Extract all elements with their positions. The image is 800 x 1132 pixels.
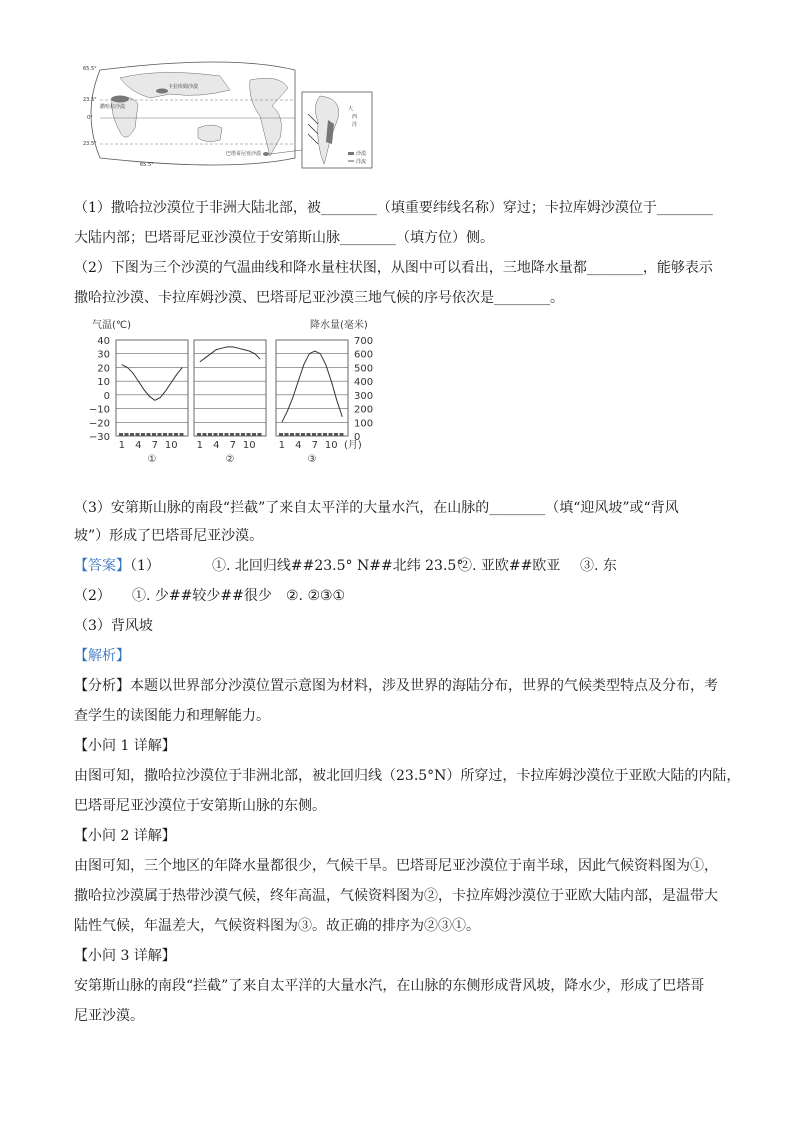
precip-bar bbox=[312, 433, 316, 436]
y-tick-left: −20 bbox=[88, 418, 110, 430]
answer-2-part1: ①. 少##较少##很少 bbox=[132, 588, 272, 604]
answer-1-part2: ②. 亚欧##欧亚 bbox=[458, 558, 561, 574]
y-tick-right: 300 bbox=[354, 390, 374, 402]
legend-desert: 沙漠 bbox=[356, 151, 367, 157]
chart-ylabel-left: 气温(℃) bbox=[92, 320, 132, 331]
precip-bar bbox=[307, 433, 311, 436]
precip-bar bbox=[119, 433, 123, 436]
answer-2-num: （2） bbox=[74, 588, 111, 604]
x-tick: 10 bbox=[164, 440, 178, 451]
x-tick: 4 bbox=[213, 440, 220, 451]
y-tick-right: 500 bbox=[354, 363, 374, 375]
y-tick-left: 10 bbox=[97, 377, 110, 389]
precip-bar bbox=[241, 433, 245, 436]
answer-1-part3: ③. 东 bbox=[580, 558, 617, 574]
y-tick-left: 0 bbox=[103, 390, 110, 402]
lat-label: 23.5° bbox=[83, 97, 97, 103]
analysis-fenxi-1: 【分析】本题以世界部分沙漠位置示意图为材料，涉及世界的海陆分布，世界的气候类型特点及分布，考 bbox=[74, 678, 718, 694]
lat-label: 65.5° bbox=[140, 162, 154, 168]
desert-label-patagonia: 巴塔哥尼亚沙漠 bbox=[226, 151, 262, 157]
x-tick: 4 bbox=[135, 440, 142, 451]
subq1-line1: 由图可知，撒哈拉沙漠位于非洲北部，被北回归线（23.5°N）所穿过，卡拉库姆沙漠位于亚欧大陆的内陆， bbox=[74, 768, 741, 784]
lat-label: 23.5° bbox=[83, 141, 97, 147]
precip-bar bbox=[219, 433, 223, 436]
y-tick-right: 100 bbox=[354, 418, 374, 430]
answer-line1 bbox=[74, 556, 617, 576]
precip-bar bbox=[230, 433, 234, 436]
subq2-line1: 由图可知，三个地区的年降水量都很少，气候干旱。巴塔哥尼亚沙漠位于南半球，因此气候资料图为①， bbox=[74, 858, 718, 874]
climate-chart bbox=[82, 318, 382, 468]
world-desert-map bbox=[80, 58, 380, 173]
inset-label: 西 bbox=[352, 114, 358, 120]
precip-bar bbox=[197, 433, 201, 436]
precip-bar bbox=[340, 433, 344, 436]
q3-line1: （3）安第斯山脉的南段“拦截”了来自太平洋的大量水汽，在山脉的________（填“迎风坡”或“背风 bbox=[74, 500, 679, 516]
precip-bar bbox=[174, 433, 178, 436]
desert-label-karakum: 卡拉库姆沙漠 bbox=[168, 84, 199, 90]
lat-label: 65.5° bbox=[83, 66, 97, 72]
q1-line1: （1）撒哈拉沙漠位于非洲大陆北部，被________（填重要纬线名称）穿过；卡拉库姆沙漠位于________ bbox=[74, 200, 713, 216]
x-tick: 1 bbox=[278, 440, 285, 451]
y-tick-right: 0 bbox=[354, 432, 361, 443]
precip-bar bbox=[152, 433, 156, 436]
chart-ylabel-right: 降水量(毫米) bbox=[310, 320, 368, 331]
precip-bar bbox=[203, 433, 207, 436]
y-tick-left: −10 bbox=[88, 404, 110, 416]
answer-line2 bbox=[74, 586, 346, 606]
q3-line2: 坡”）形成了巴塔哥尼亚沙漠。 bbox=[74, 528, 264, 544]
precip-bar bbox=[180, 433, 184, 436]
x-unit: (月) bbox=[344, 440, 362, 451]
subq2-line3: 陆性气候，年温差大，气候资料图为③。故正确的排序为②③①。 bbox=[74, 918, 480, 934]
temperature-curve bbox=[200, 347, 260, 362]
y-tick-right: 200 bbox=[354, 404, 374, 416]
y-tick-right: 700 bbox=[354, 336, 374, 347]
precip-bar bbox=[236, 433, 240, 436]
inset-label: 大 bbox=[348, 106, 354, 112]
precip-bar bbox=[214, 433, 218, 436]
answer-1-part1: ①. 北回归线##23.5° N##北纬 23.5° bbox=[212, 558, 464, 574]
panel-label: ③ bbox=[307, 454, 317, 465]
precip-bar bbox=[329, 433, 333, 436]
y-tick-right: 400 bbox=[354, 377, 374, 389]
answer-line3: （3）背风坡 bbox=[74, 618, 153, 634]
legend-current: 洋流 bbox=[356, 159, 367, 165]
y-tick-left: 30 bbox=[97, 349, 110, 361]
karakum-desert bbox=[156, 89, 168, 94]
precip-bar bbox=[279, 433, 283, 436]
precip-bar bbox=[208, 433, 212, 436]
subq3-line2: 尼亚沙漠。 bbox=[74, 1008, 144, 1024]
precip-bar bbox=[130, 433, 134, 436]
lat-label: 0° bbox=[87, 115, 93, 121]
x-tick: 7 bbox=[229, 440, 236, 451]
precip-bar bbox=[247, 433, 251, 436]
precip-bar bbox=[158, 433, 162, 436]
precip-bar bbox=[225, 433, 229, 436]
precip-bar bbox=[163, 433, 167, 436]
precip-bar bbox=[252, 433, 256, 436]
x-tick: 7 bbox=[311, 440, 318, 451]
precip-bar bbox=[147, 433, 151, 436]
analysis-fenxi-2: 查学生的读图能力和理解能力。 bbox=[74, 708, 270, 724]
q2-line2: 撒哈拉沙漠、卡拉库姆沙漠、巴塔哥尼亚沙漠三地气候的序号依次是________。 bbox=[74, 290, 564, 306]
x-tick: 10 bbox=[324, 440, 338, 451]
panel-label: ① bbox=[147, 454, 157, 465]
precip-bar bbox=[141, 433, 145, 436]
subq1-line2: 巴塔哥尼亚沙漠位于安第斯山脉的东侧。 bbox=[74, 798, 326, 814]
answer-2-part2: ②. ②③① bbox=[286, 588, 346, 604]
answer-tag: 【答案】 bbox=[74, 558, 130, 574]
x-tick: 4 bbox=[295, 440, 302, 451]
precip-bar bbox=[296, 433, 300, 436]
sahara-desert bbox=[111, 96, 129, 103]
temperature-curve bbox=[282, 351, 343, 422]
x-tick: 1 bbox=[196, 440, 203, 451]
continent-australia bbox=[198, 125, 222, 142]
subq2-heading: 【小问 2 详解】 bbox=[74, 828, 176, 844]
subq3-heading: 【小问 3 详解】 bbox=[74, 948, 176, 964]
precip-bar bbox=[258, 433, 262, 436]
precip-bar bbox=[285, 433, 289, 436]
x-tick: 7 bbox=[151, 440, 158, 451]
precip-bar bbox=[301, 433, 305, 436]
precip-bar bbox=[169, 433, 173, 436]
chart-panel-frame bbox=[116, 340, 188, 436]
x-tick: 1 bbox=[118, 440, 125, 451]
y-tick-right: 600 bbox=[354, 349, 374, 361]
precip-bar bbox=[125, 433, 129, 436]
desert-label-sahara: 撒哈拉沙漠 bbox=[100, 104, 126, 110]
x-tick: 10 bbox=[242, 440, 256, 451]
subq3-line1: 安第斯山脉的南段“拦截”了来自太平洋的大量水汽，在山脉的东侧形成背风坡，降水少，形成了巴塔哥 bbox=[74, 978, 705, 994]
precip-bar bbox=[136, 433, 140, 436]
precip-bar bbox=[318, 433, 322, 436]
precip-bar bbox=[334, 433, 338, 436]
subq1-heading: 【小问 1 详解】 bbox=[74, 738, 176, 754]
answer-1-num: （1） bbox=[130, 558, 160, 574]
precip-bar bbox=[290, 433, 294, 436]
analysis-tag: 【解析】 bbox=[74, 648, 130, 664]
y-tick-left: 40 bbox=[97, 336, 110, 347]
inset-label: 洋 bbox=[352, 122, 358, 128]
y-tick-left: 20 bbox=[97, 363, 110, 375]
q2-line1: （2）下图为三个沙漠的气温曲线和降水量柱状图，从图中可以看出，三地降水量都________，能够表示 bbox=[74, 260, 713, 276]
q1-line2: 大陆内部；巴塔哥尼亚沙漠位于安第斯山脉________（填方位）侧。 bbox=[74, 230, 494, 246]
precip-bar bbox=[323, 433, 327, 436]
patagonia-desert bbox=[263, 152, 269, 156]
y-tick-left: −30 bbox=[88, 432, 110, 443]
chart-panel-frame bbox=[276, 340, 348, 436]
subq2-line2: 撒哈拉沙漠属于热带沙漠气候，终年高温，气候资料图为②，卡拉库姆沙漠位于亚欧大陆内部，是温带大 bbox=[74, 888, 718, 904]
panel-label: ② bbox=[225, 454, 235, 465]
